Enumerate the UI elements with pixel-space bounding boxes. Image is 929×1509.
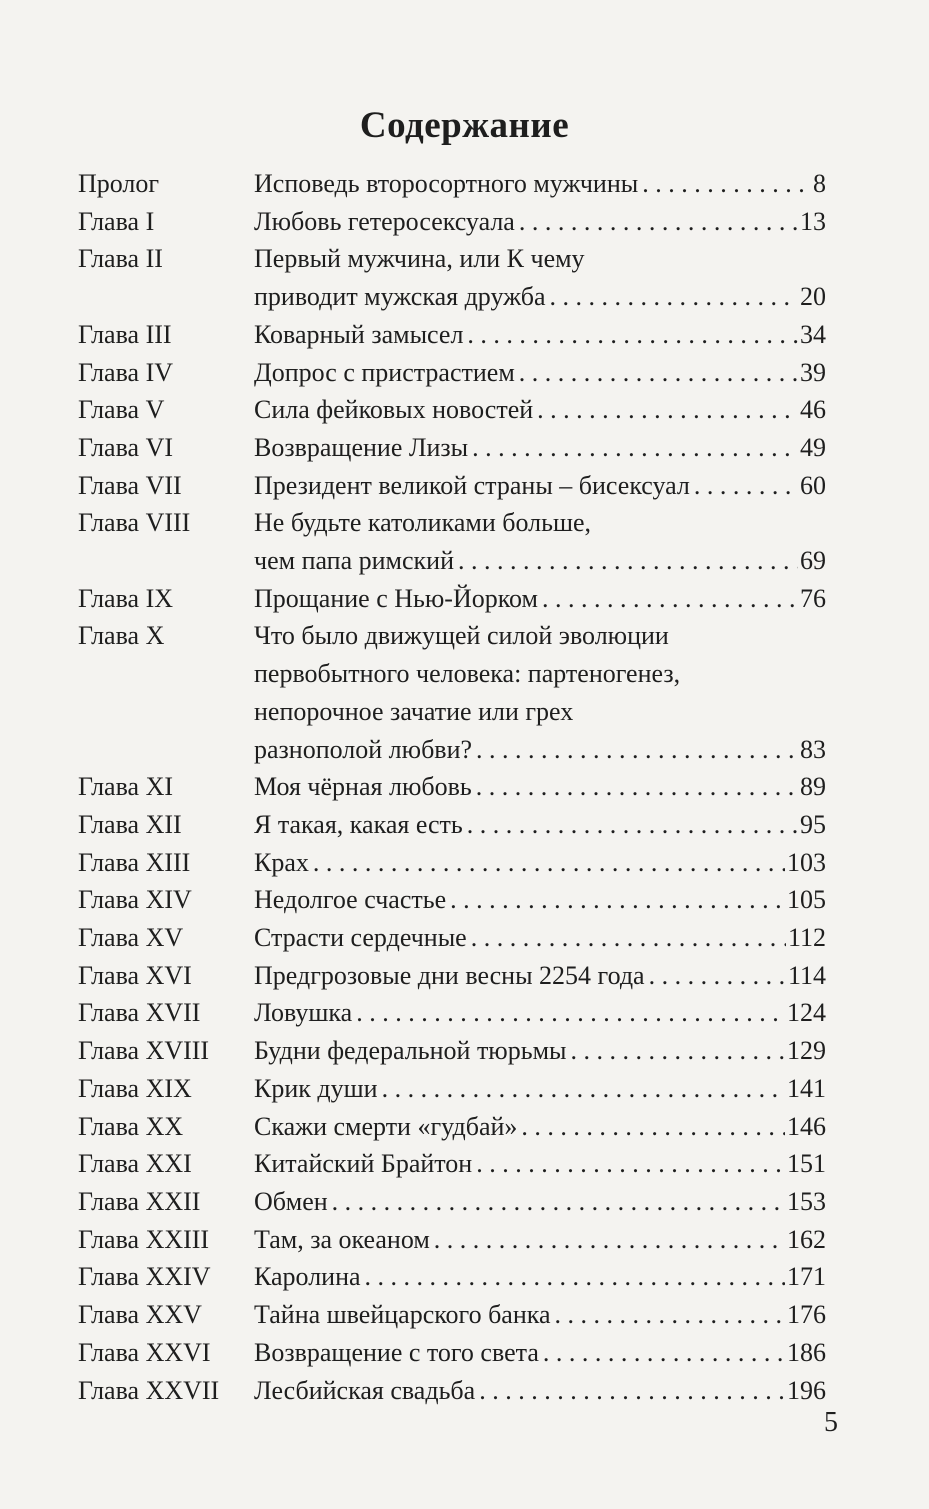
page-reference: 186 xyxy=(787,1337,826,1367)
chapter-title-block xyxy=(254,1183,826,1221)
chapter-title-block xyxy=(254,391,826,429)
chapter-title-block xyxy=(254,354,826,392)
dot-leader xyxy=(332,1183,785,1221)
chapter-title-row xyxy=(254,731,826,769)
toc-entry xyxy=(78,1372,826,1410)
toc-entry xyxy=(78,617,826,768)
chapter-title-block xyxy=(254,504,826,579)
chapter-title: Крах xyxy=(254,847,309,877)
chapter-label: Глава X xyxy=(78,621,165,651)
chapter-title-line: Что было движущей силой эволюции xyxy=(254,621,669,651)
chapter-title-block xyxy=(254,1372,826,1410)
chapter-title: Предгрозовые дни весны 2254 года xyxy=(254,960,645,990)
dot-leader xyxy=(642,165,811,203)
dot-leader xyxy=(649,957,786,995)
chapter-label: Глава XXI xyxy=(78,1149,192,1179)
table-of-contents xyxy=(78,165,826,1409)
chapter-title-row xyxy=(254,994,826,1032)
chapter-title: Обмен xyxy=(254,1186,328,1216)
chapter-title-block xyxy=(254,240,826,315)
chapter-title-row xyxy=(254,278,826,316)
page-number: 5 xyxy=(824,1407,838,1438)
chapter-title-block xyxy=(254,957,826,995)
chapter-title-row xyxy=(254,467,826,505)
dot-leader xyxy=(356,994,785,1032)
page-title: Содержание xyxy=(359,105,570,146)
chapter-title: Президент великой страны – бисексуал xyxy=(254,470,690,500)
dot-leader xyxy=(476,1145,785,1183)
chapter-label: Глава XIV xyxy=(78,885,192,915)
toc-entry xyxy=(78,240,826,315)
chapter-title-block xyxy=(254,1221,826,1259)
chapter-title: Китайский Брайтон xyxy=(254,1149,473,1179)
dot-leader xyxy=(365,1258,785,1296)
chapter-title-row xyxy=(254,768,826,806)
chapter-label: Глава XXIII xyxy=(78,1224,210,1254)
chapter-label: Глава XV xyxy=(78,923,184,953)
toc-entry xyxy=(78,316,826,354)
chapter-title-line: первобытного человека: партеногенез, xyxy=(254,659,681,689)
page-reference: 60 xyxy=(800,470,826,500)
chapter-title-row xyxy=(254,203,826,241)
chapter-title-block xyxy=(254,1258,826,1296)
chapter-title-row xyxy=(254,542,826,580)
chapter-title: Каролина xyxy=(254,1262,361,1292)
chapter-title-line: Первый мужчина, или К чему xyxy=(254,244,585,274)
chapter-title: Тайна швейцарского банка xyxy=(254,1300,551,1330)
page-reference: 69 xyxy=(800,546,826,576)
chapter-title: Коварный замысел xyxy=(254,319,464,349)
chapter-title-block xyxy=(254,316,826,354)
dot-leader xyxy=(521,1108,785,1146)
page-reference: 13 xyxy=(800,206,826,236)
page-reference: 171 xyxy=(787,1262,826,1292)
chapter-title: Прощание с Нью-Йорком xyxy=(254,583,539,613)
chapter-label: Глава VI xyxy=(78,432,173,462)
chapter-label: Глава VIII xyxy=(78,508,191,538)
toc-entry xyxy=(78,580,826,618)
page-reference: 141 xyxy=(787,1073,826,1103)
dot-leader xyxy=(542,580,798,618)
dot-leader xyxy=(694,467,798,505)
chapter-title-row xyxy=(254,806,826,844)
chapter-title-row xyxy=(254,1334,826,1372)
chapter-title: Я такая, какая есть xyxy=(254,809,463,839)
chapter-title: Сила фейковых новостей xyxy=(254,395,534,425)
chapter-title: Страсти сердечные xyxy=(254,923,467,953)
toc-entry xyxy=(78,1032,826,1070)
toc-entry xyxy=(78,1070,826,1108)
page-reference: 162 xyxy=(787,1224,826,1254)
chapter-label: Глава I xyxy=(78,206,155,236)
toc-entry xyxy=(78,354,826,392)
chapter-title: Недолгое счастье xyxy=(254,885,447,915)
page-reference: 103 xyxy=(787,847,826,877)
toc-entry xyxy=(78,1221,826,1259)
chapter-title: Там, за океаном xyxy=(254,1224,430,1254)
chapter-title-block xyxy=(254,1032,826,1070)
chapter-title: Любовь гетеросексуала xyxy=(254,206,515,236)
chapter-label: Глава XVIII xyxy=(78,1036,210,1066)
dot-leader xyxy=(476,731,798,769)
chapter-title: Возвращение с того света xyxy=(254,1337,539,1367)
chapter-title: чем папа римский xyxy=(254,546,455,576)
chapter-label: Глава IX xyxy=(78,583,173,613)
chapter-title-block xyxy=(254,1070,826,1108)
chapter-title-row xyxy=(254,881,826,919)
chapter-title-row xyxy=(254,1070,826,1108)
page-reference: 76 xyxy=(800,583,826,613)
chapter-title: Лесбийская свадьба xyxy=(254,1375,476,1405)
toc-entry xyxy=(78,919,826,957)
toc-entry xyxy=(78,994,826,1032)
page-reference: 34 xyxy=(800,319,826,349)
toc-entry xyxy=(78,467,826,505)
page-reference: 146 xyxy=(787,1111,826,1141)
chapter-label: Глава XIII xyxy=(78,847,191,877)
dot-leader xyxy=(550,278,799,316)
chapter-title-row xyxy=(254,429,826,467)
chapter-title: Крик души xyxy=(254,1073,378,1103)
chapter-label: Глава XXVII xyxy=(78,1375,220,1405)
dot-leader xyxy=(555,1296,785,1334)
chapter-title-block xyxy=(254,844,826,882)
toc-entry xyxy=(78,429,826,467)
toc-entry xyxy=(78,165,826,203)
chapter-label: Глава XVII xyxy=(78,998,201,1028)
chapter-title-block xyxy=(254,580,826,618)
chapter-title: Допрос с пристрастием xyxy=(254,357,515,387)
chapter-title: Скажи смерти «гудбай» xyxy=(254,1111,518,1141)
dot-leader xyxy=(519,354,798,392)
dot-leader xyxy=(471,919,786,957)
dot-leader xyxy=(472,429,798,467)
page-reference: 49 xyxy=(800,432,826,462)
toc-entry xyxy=(78,768,826,806)
page-reference: 46 xyxy=(800,395,826,425)
toc-entry xyxy=(78,1296,826,1334)
chapter-label: Глава II xyxy=(78,244,163,274)
chapter-label: Глава XXII xyxy=(78,1186,201,1216)
toc-entry xyxy=(78,1145,826,1183)
chapter-title-block xyxy=(254,429,826,467)
chapter-title-row xyxy=(254,1221,826,1259)
chapter-title-block xyxy=(254,1296,826,1334)
chapter-title-block xyxy=(254,806,826,844)
dot-leader xyxy=(458,542,798,580)
chapter-title-row xyxy=(254,1372,826,1410)
page-reference: 176 xyxy=(787,1300,826,1330)
chapter-title-block xyxy=(254,1145,826,1183)
page-reference: 114 xyxy=(787,960,826,990)
chapter-title: разнополой любви? xyxy=(254,734,473,764)
toc-entry xyxy=(78,1183,826,1221)
chapter-title-block xyxy=(254,203,826,241)
chapter-title: Моя чёрная любовь xyxy=(254,772,472,802)
toc-entry xyxy=(78,504,826,579)
page-reference: 95 xyxy=(800,809,826,839)
chapter-label: Глава V xyxy=(78,395,165,425)
chapter-title-line: непорочное зачатие или грех xyxy=(254,696,574,726)
chapter-title-row xyxy=(254,165,826,203)
chapter-label: Глава XXIV xyxy=(78,1262,211,1292)
chapter-label: Глава XXV xyxy=(78,1300,202,1330)
chapter-label: Пролог xyxy=(78,169,160,198)
chapter-title-block xyxy=(254,768,826,806)
page-reference: 39 xyxy=(800,357,826,387)
page-reference: 151 xyxy=(787,1149,826,1179)
chapter-label: Глава XXVI xyxy=(78,1337,211,1367)
dot-leader xyxy=(434,1221,785,1259)
page-reference: 8 xyxy=(813,169,826,198)
chapter-label: Глава XI xyxy=(78,772,173,802)
toc-entry xyxy=(78,1334,826,1372)
chapter-title-block xyxy=(254,1334,826,1372)
toc-entry xyxy=(78,1258,826,1296)
chapter-title-row xyxy=(254,1183,826,1221)
dot-leader xyxy=(476,768,798,806)
chapter-label: Глава XX xyxy=(78,1111,184,1141)
chapter-title-block xyxy=(254,617,826,768)
toc-entry xyxy=(78,806,826,844)
chapter-title-row xyxy=(254,580,826,618)
dot-leader xyxy=(450,881,785,919)
page-reference: 89 xyxy=(800,772,826,802)
dot-leader xyxy=(313,844,785,882)
chapter-label: Глава IV xyxy=(78,357,173,387)
chapter-title-row xyxy=(254,316,826,354)
chapter-title-row xyxy=(254,354,826,392)
chapter-title-row xyxy=(254,1032,826,1070)
chapter-title-row xyxy=(254,919,826,957)
chapter-title: Будни федеральной тюрьмы xyxy=(254,1036,567,1066)
chapter-title-row xyxy=(254,1108,826,1146)
chapter-title: Возвращение Лизы xyxy=(254,432,469,462)
chapter-title-block xyxy=(254,467,826,505)
chapter-label: Глава VII xyxy=(78,470,182,500)
chapter-title-row xyxy=(254,391,826,429)
toc-entry xyxy=(78,391,826,429)
page-reference: 153 xyxy=(787,1186,826,1216)
chapter-title-block xyxy=(254,1108,826,1146)
page-reference: 105 xyxy=(787,885,826,915)
chapter-label: Глава XIX xyxy=(78,1073,192,1103)
chapter-title-block xyxy=(254,165,826,203)
toc-entry xyxy=(78,844,826,882)
chapter-title-block xyxy=(254,881,826,919)
chapter-title-block xyxy=(254,919,826,957)
dot-leader xyxy=(571,1032,785,1070)
dot-leader xyxy=(479,1372,785,1410)
dot-leader xyxy=(467,316,798,354)
dot-leader xyxy=(543,1334,785,1372)
dot-leader xyxy=(382,1070,785,1108)
page-reference: 20 xyxy=(800,282,826,312)
toc-entry xyxy=(78,881,826,919)
dot-leader xyxy=(537,391,798,429)
page-reference: 124 xyxy=(787,998,826,1028)
chapter-title-row xyxy=(254,844,826,882)
chapter-title-row xyxy=(254,1296,826,1334)
toc-entry xyxy=(78,957,826,995)
chapter-title-row xyxy=(254,957,826,995)
dot-leader xyxy=(467,806,798,844)
chapter-title: приводит мужская дружба xyxy=(254,282,546,312)
chapter-label: Глава XVI xyxy=(78,960,192,990)
page-reference: 129 xyxy=(787,1036,826,1066)
page-reference: 196 xyxy=(787,1375,826,1405)
chapter-label: Глава XII xyxy=(78,809,182,839)
chapter-label: Глава III xyxy=(78,319,172,349)
chapter-title: Ловушка xyxy=(254,998,353,1028)
page-reference: 112 xyxy=(787,923,826,953)
toc-entry xyxy=(78,203,826,241)
chapter-title-row xyxy=(254,1145,826,1183)
page-reference: 83 xyxy=(800,734,826,764)
chapter-title-block xyxy=(254,994,826,1032)
chapter-title: Исповедь второсортного мужчины xyxy=(254,169,639,198)
chapter-title-line: Не будьте католиками больше, xyxy=(254,508,592,538)
chapter-title-row xyxy=(254,1258,826,1296)
dot-leader xyxy=(519,203,798,241)
toc-entry xyxy=(78,1108,826,1146)
